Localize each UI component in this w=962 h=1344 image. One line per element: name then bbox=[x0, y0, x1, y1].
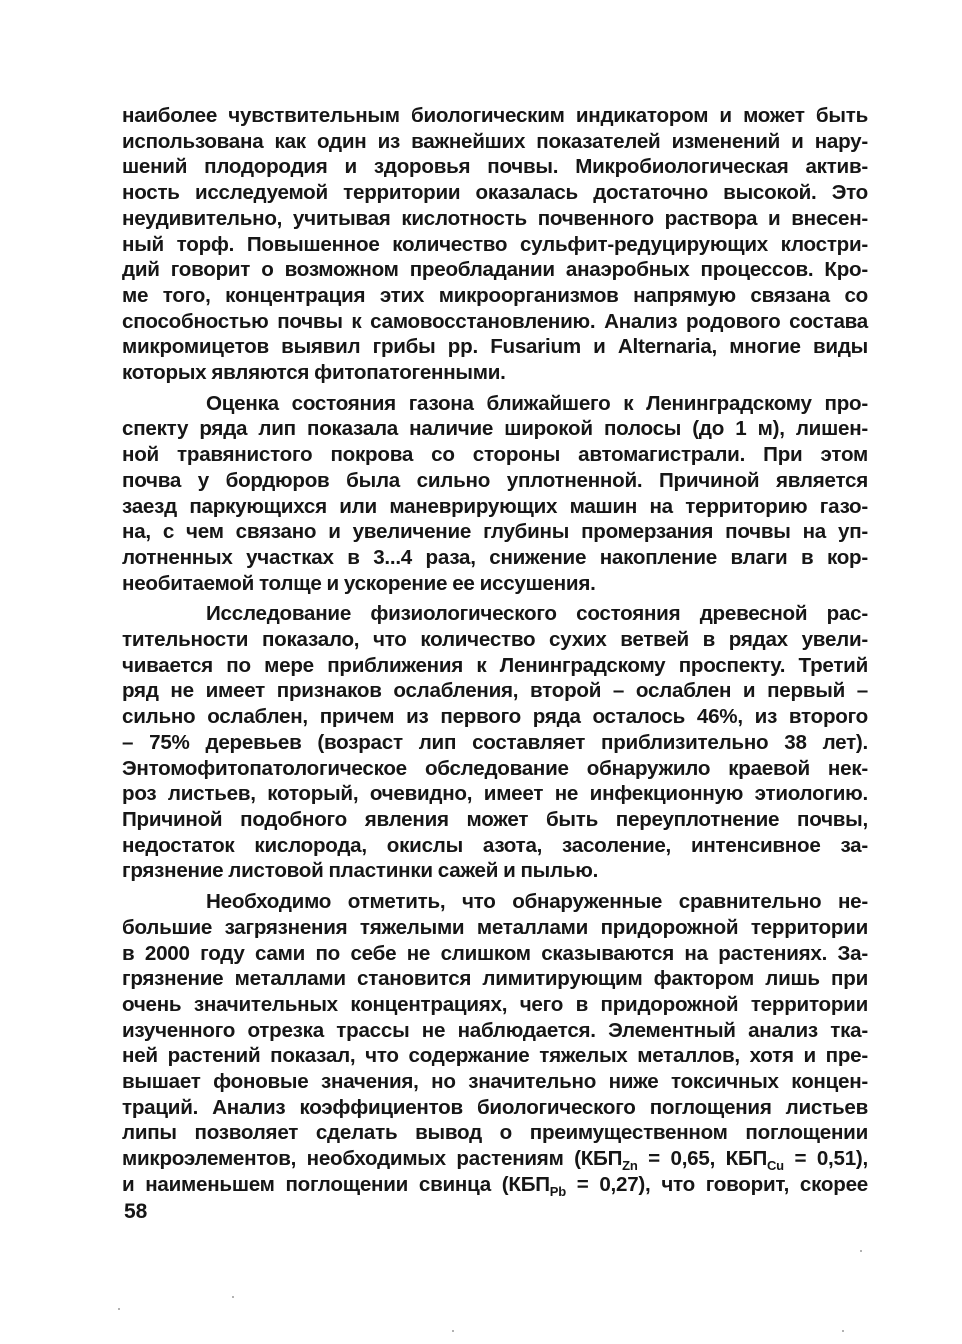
scan-speck bbox=[842, 1330, 844, 1332]
formula-text: и наименьшем поглощении свинца (КБП bbox=[122, 1172, 550, 1196]
text-line: Необходимо отметить, что обнаруженные сравнительно не- bbox=[206, 890, 868, 914]
scan-speck bbox=[452, 1330, 454, 1332]
paragraph-2 bbox=[122, 391, 868, 597]
text-line: грязнение листовой пластинки сажей и пылью. bbox=[122, 859, 599, 883]
text-line: необитаемой толще и ускорение ее иссушения. bbox=[122, 571, 596, 595]
text-line: в 2000 году сами по себе не слишком сказываются на растениях. За- bbox=[122, 941, 868, 965]
text-line: сильно ослаблен, причем из первого ряда осталось 46%, из второго bbox=[122, 705, 868, 729]
text-line: которых являются фитопатогенными. bbox=[122, 361, 506, 385]
text-line: тительности показало, что количество сухих ветвей в рядах увели- bbox=[122, 628, 868, 652]
text-line: на, с чем связано и увеличение глубины промерзания почвы на уп- bbox=[122, 520, 868, 544]
text-line: большие загрязнения тяжелыми металлами придорожной территории bbox=[122, 915, 868, 939]
text-line: почва у бордюров была сильно уплотненной. Причиной является bbox=[122, 468, 868, 492]
text-line: Исследование физиологического состояния древесной рас- bbox=[206, 602, 868, 626]
text-line: Оценка состояния газона ближайшего к Ленинградскому про- bbox=[206, 391, 868, 415]
scan-speck bbox=[118, 1308, 120, 1310]
text-line: изученного отрезка трассы не наблюдается. Элементный анализ тка- bbox=[122, 1018, 868, 1042]
text-line: траций. Анализ коэффициентов биологического поглощения листьев bbox=[122, 1095, 868, 1119]
text-line: ность исследуемой территории оказалась достаточно высокой. Это bbox=[122, 181, 868, 205]
text-line: дий говорит о возможном преобладании анаэробных процессов. Кро- bbox=[122, 258, 868, 282]
text-line: ряд не имеет признаков ослабления, второй – ослаблен и первый – bbox=[122, 679, 868, 703]
text-line: спекту ряда лип показала наличие широкой полосы (до 1 м), лишен- bbox=[122, 417, 868, 441]
text-line: ной травянистого покрова со стороны автомагистрали. При этом bbox=[122, 443, 868, 467]
text-line: Энтомофитопатологическое обследование обнаружило краевой нек- bbox=[122, 756, 868, 780]
formula-line-1 bbox=[122, 1146, 868, 1172]
formula-text: микроэлементов, необходимых растениям (КБП bbox=[122, 1147, 623, 1171]
text-line: ный торф. Повышенное количество сульфит-редуцирующих клостри- bbox=[122, 232, 868, 256]
text-line: очень значительных концентрациях, чего в придорожной территории bbox=[122, 992, 868, 1016]
body-text bbox=[122, 103, 868, 1203]
formula-line-2 bbox=[122, 1172, 868, 1198]
paragraph-1 bbox=[122, 103, 868, 386]
subscript-pb: Pb bbox=[549, 1183, 566, 1199]
paragraph-3 bbox=[122, 601, 868, 884]
text-line: вышает фоновые значения, но значительно ниже токсичных концен- bbox=[122, 1070, 868, 1094]
formula-text: = 0,65, КБП bbox=[637, 1147, 768, 1171]
subscript-cu: Cu bbox=[767, 1158, 784, 1174]
page-number: 58 bbox=[124, 1200, 148, 1223]
text-line: липы позволяет сделать вывод о преимущественном поглощении bbox=[122, 1121, 868, 1145]
formula-text: = 0,27), что говорит, скорее bbox=[565, 1172, 868, 1196]
text-line: – 75% деревьев (возраст лип составляет приблизительно 38 лет). bbox=[122, 730, 868, 754]
text-line: неудивительно, учитывая кислотность почвенного раствора и внесен- bbox=[122, 206, 868, 230]
formula-text: = 0,51), bbox=[783, 1147, 868, 1171]
text-line: шений плодородия и здоровья почвы. Микробиологическая актив- bbox=[122, 155, 868, 179]
text-line: ней растений показал, что содержание тяжелых металлов, хотя и пре- bbox=[122, 1044, 868, 1068]
scan-speck bbox=[860, 1250, 862, 1252]
text-line: чивается по мере приближения к Ленинградскому проспекту. Третий bbox=[122, 653, 868, 677]
paragraph-4 bbox=[122, 889, 868, 1197]
text-line: микромицетов выявил грибы рр. Fusarium и Alternaria, многие виды bbox=[122, 335, 868, 359]
scan-speck bbox=[232, 1296, 234, 1298]
text-line: Причиной подобного явления может быть переуплотнение почвы, bbox=[122, 807, 868, 831]
text-line: способностью почвы к самовосстановлению. Анализ родового состава bbox=[122, 309, 868, 333]
text-line: роз листьев, который, очевидно, имеет не инфекционную этиологию. bbox=[122, 782, 868, 806]
text-line: заезд паркующихся или маневрирующих машин на территорию газо- bbox=[122, 494, 868, 518]
subscript-zn: Zn bbox=[622, 1158, 638, 1174]
text-line: лотненных участках в 3...4 раза, снижение накопление влаги в кор- bbox=[122, 545, 868, 569]
text-line: недостаток кислорода, окислы азота, засоление, интенсивное за- bbox=[122, 833, 868, 857]
text-line: использована как один из важнейших показателей изменений и нару- bbox=[122, 129, 868, 153]
text-line: ме того, концентрация этих микроорганизмов напрямую связана со bbox=[122, 283, 868, 307]
text-line: грязнение металлами становится лимитирующим фактором лишь при bbox=[122, 967, 868, 991]
text-line: наиболее чувствительным биологическим индикатором и может быть bbox=[122, 104, 868, 127]
